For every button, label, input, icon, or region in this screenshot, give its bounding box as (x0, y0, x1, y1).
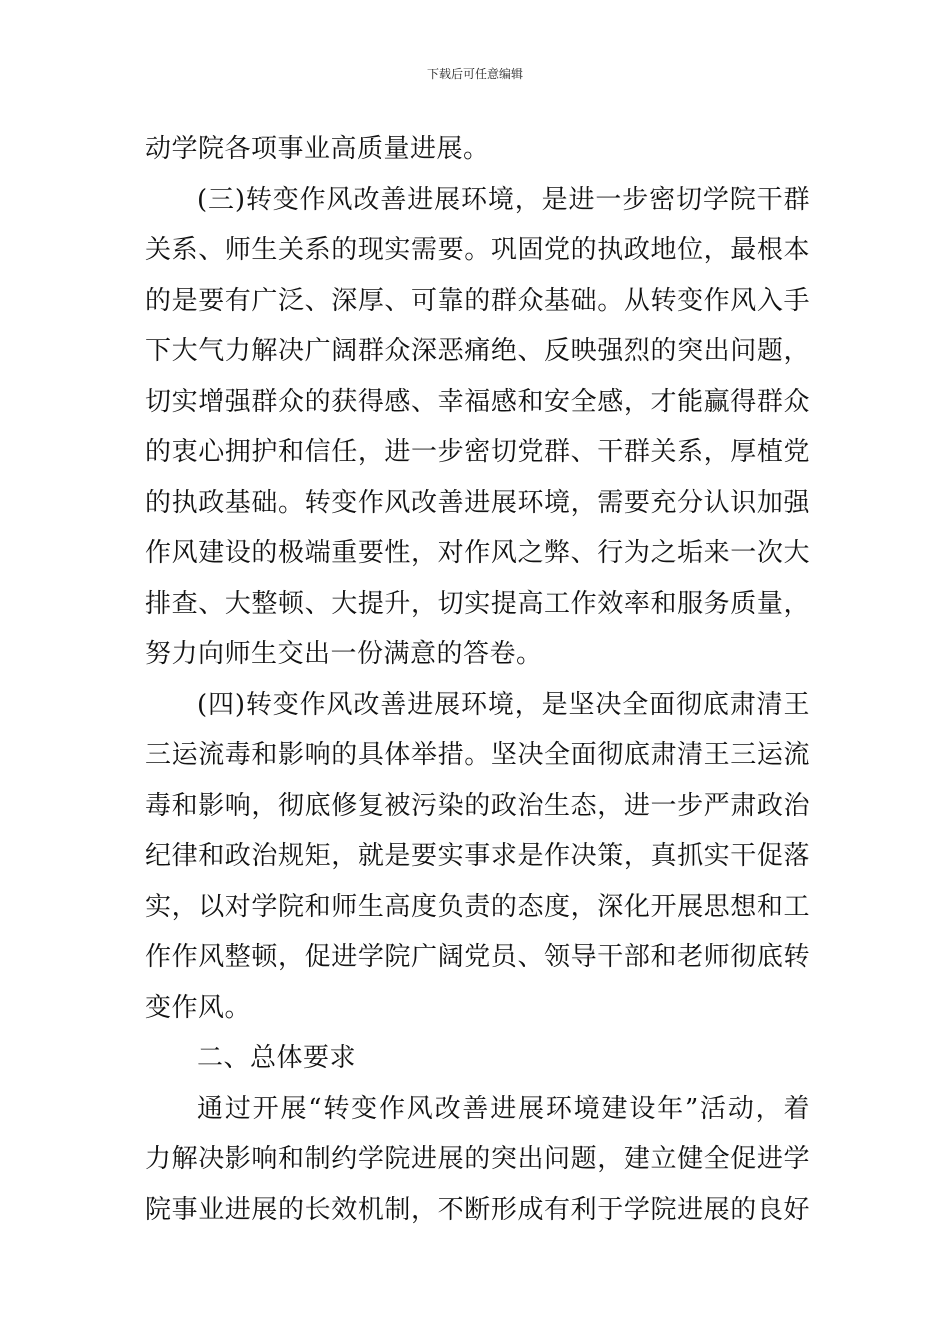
text-line: 动学院各项事业高质量进展。 (145, 134, 490, 164)
text-line: 院事业进展的长效机制，不断形成有利于学院进展的良好 (145, 1194, 810, 1225)
text-line: 作作风整顿，促进学院广阔党员、领导干部和老师彻底转 (145, 942, 810, 972)
text-line: 关系、师生关系的现实需要。巩固党的执政地位，最根本 (145, 235, 810, 265)
text-line: 通过开展“转变作风改善进展环境建设年”活动，着 (197, 1093, 810, 1124)
text-line: (三)转变作风改善进展环境，是进一步密切学院干群 (197, 184, 810, 215)
text-line: 实，以对学院和师生高度负责的态度，深化开展思想和工 (145, 891, 810, 922)
text-line: 作风建设的极端重要性，对作风之弊、行为之垢来一次大 (145, 538, 810, 568)
text-line: 二、总体要求 (197, 1043, 357, 1073)
text-line: 的执政基础。转变作风改善进展环境，需要充分认识加强 (145, 487, 810, 518)
text-line: 切实增强群众的获得感、幸福感和安全感，才能赢得群众 (145, 386, 810, 417)
text-line: 努力向师生交出一份满意的答卷。 (145, 639, 543, 669)
text-line: 下大气力解决广阔群众深恶痛绝、反映强烈的突出问题， (145, 336, 810, 366)
document-body (145, 124, 810, 1235)
text-line: 毒和影响，彻底修复被污染的政治生态，进一步严肃政治 (145, 790, 810, 821)
text-line: 的是要有广泛、深厚、可靠的群众基础。从转变作风入手 (145, 285, 810, 316)
text-line: 排查、大整顿、大提升，切实提高工作效率和服务质量， (145, 588, 810, 619)
text-line: 纪律和政治规矩，就是要实事求是作决策，真抓实干促落 (145, 841, 810, 871)
text-line: (四)转变作风改善进展环境，是坚决全面彻底肃清王 (197, 689, 810, 720)
text-line: 的衷心拥护和信任，进一步密切党群、干群关系，厚植党 (145, 437, 810, 467)
text-line: 变作风。 (145, 992, 252, 1023)
page-header: 下载后可任意编辑 (426, 67, 523, 81)
text-line: 三运流毒和影响的具体举措。坚决全面彻底肃清王三运流 (145, 740, 810, 770)
text-line: 力解决影响和制约学院进展的突出问题，建立健全促进学 (145, 1144, 810, 1174)
